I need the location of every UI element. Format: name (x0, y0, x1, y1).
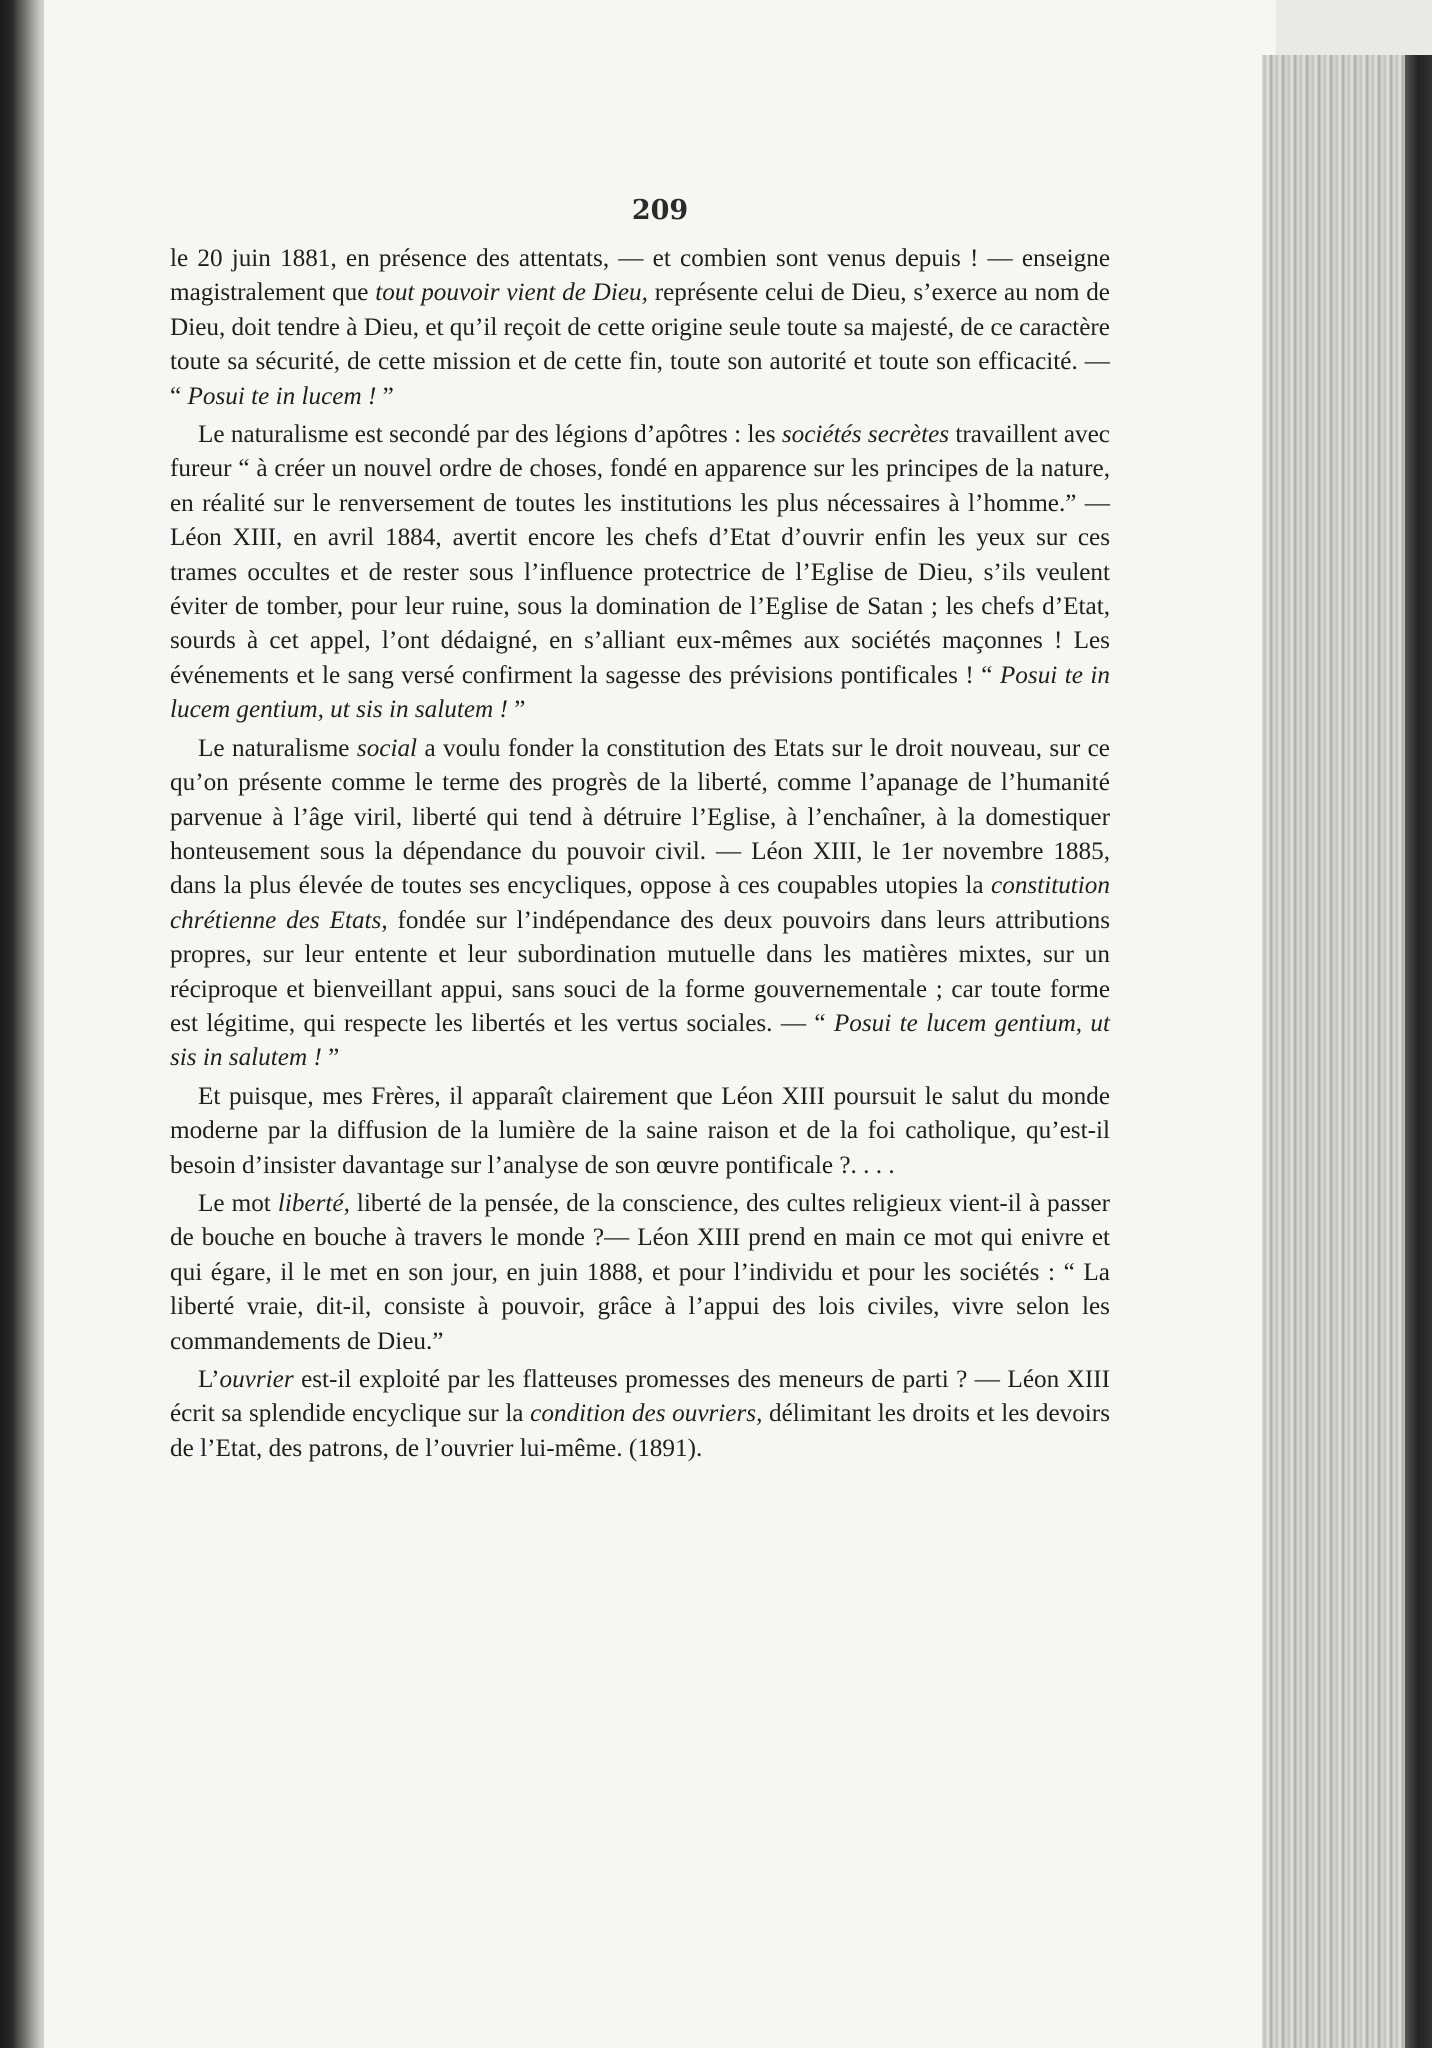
text-segment: le 20 juin 1881, en présence des attentats, — et combien sont venus depuis ! — enseigne magistralement que (170, 245, 1110, 307)
text-segment: a voulu fonder la constitution des Etats sur le droit nouveau, sur ce qu’on présente comme le terme des progrès de la liberté, comme l’apanage de l’humanité parvenue à l’âge viril, liberté qui tend à détruire l’Eglise, à l’enchaîner, à la domestiquer honteusement sous la dépendance du pouvoir civil. — Léon XIII, le 1er novembre 1885, dans la plus élevée de toutes ses encycliques, oppose à ces coupables utopies la (170, 734, 1110, 900)
italic-text: Posui te in lucem gentium, ut sis in salutem ! (170, 661, 1110, 724)
book-page (44, 0, 1276, 2048)
italic-text: tout pouvoir vient de Dieu, (375, 279, 648, 307)
text-segment: est-il exploité par les flatteuses promesses des meneurs de parti ? — Léon XIII écrit sa splendide encyclique sur la (170, 1366, 1110, 1428)
paragraph (170, 732, 1110, 1076)
text-segment: délimitant les droits et les devoirs de l’Etat, des patrons, de l’ouvrier lui-même. (1891). (170, 1400, 1110, 1462)
body-text (170, 242, 1110, 1470)
italic-text: constitution chrétienne des Etats, (170, 872, 1110, 934)
book-cover-edge (1405, 55, 1432, 2048)
italic-text: Posui te lucem gentium, ut sis in salutem ! (170, 1009, 1111, 1072)
paragraph (170, 1080, 1110, 1183)
italic-text: liberté, (277, 1189, 350, 1217)
paragraph (170, 1363, 1110, 1466)
text-segment: ” (376, 382, 394, 410)
text-segment: fondée sur l’indépendance des deux pouvoirs dans leurs attributions propres, sur leur entente et leur subordination mutuelle dans les matières mixtes, sur un réciproque et bienveillant appui, sans souci de la forme gouvernementale ; car toute forme est légitime, qui respecte les libertés et les vertus sociales. — “ (170, 906, 1110, 1037)
text-segment: Le mot (198, 1189, 278, 1217)
italic-text: social (356, 734, 418, 762)
paragraph (170, 242, 1110, 414)
text-segment: travaillent avec fureur “ à créer un nouvel ordre de choses, fondé en apparence sur les principes de la nature, en réalité sur le renversement de toutes les institutions les plus nécessaires à l’homme.” — Léon XIII, en avril 1884, avertit encore les chefs d’Etat d’ouvrir enfin les yeux sur ces trames occultes et de rester sous l’influence protectrice de l’Eglise de Dieu, s’ils veulent éviter de tomber, pour leur ruine, sous la domination de l’Eglise de Satan ; les chefs d’Etat, sourds à cet appel, l’ont dédaigné, en s’alliant eux-mêmes aux sociétés maçonnes ! Les événements et le sang versé confirment la sagesse des prévisions pontificales ! “ (170, 421, 1110, 689)
text-segment: ” (507, 696, 526, 724)
text-segment: Le naturalisme est secondé par des légions d’apôtres : les (198, 421, 782, 449)
page-number: 209 (631, 195, 689, 226)
paragraph (170, 418, 1110, 728)
text-segment: liberté de la pensée, de la conscience, des cultes religieux vient-il à passer de bouche en bouche à travers le monde ?— Léon XIII prend en main ce mot qui enivre et qui égare, il le met en son jour, en juin 1888, et pour l’individu et pour les sociétés : “ La liberté vraie, dit-il, consiste à pouvoir, grâce à l’appui des lois civiles, vivre selon les commandements de Dieu.” (170, 1189, 1110, 1355)
italic-text: sociétés secrètes (781, 421, 950, 449)
italic-text: ouvrier (219, 1366, 294, 1393)
text-segment: Et puisque, mes Frères, il apparaît clairement que Léon XIII poursuit le salut du monde moderne par la diffusion de la lumière de la saine raison et de la foi catholique, qu’est-il besoin d’insister davantage sur l’analyse de son œuvre pontificale ?. . . . (170, 1082, 1110, 1179)
text-segment: ” (321, 1044, 340, 1072)
paragraph (170, 1187, 1110, 1359)
text-segment: Le naturalisme (198, 734, 357, 762)
italic-text: Posui te in lucem ! (187, 382, 377, 410)
text-segment: L’ (198, 1366, 220, 1393)
italic-text: condition des ouvriers, (530, 1400, 763, 1428)
text-segment: représente celui de Dieu, s’exerce au nom de Dieu, doit tendre à Dieu, et qu’il reçoit de cette origine seule toute sa majesté, de ce caractère toute sa sécurité, de cette mission et de cette fin, toute son autorité et toute son efficacité. — “ (170, 279, 1110, 410)
